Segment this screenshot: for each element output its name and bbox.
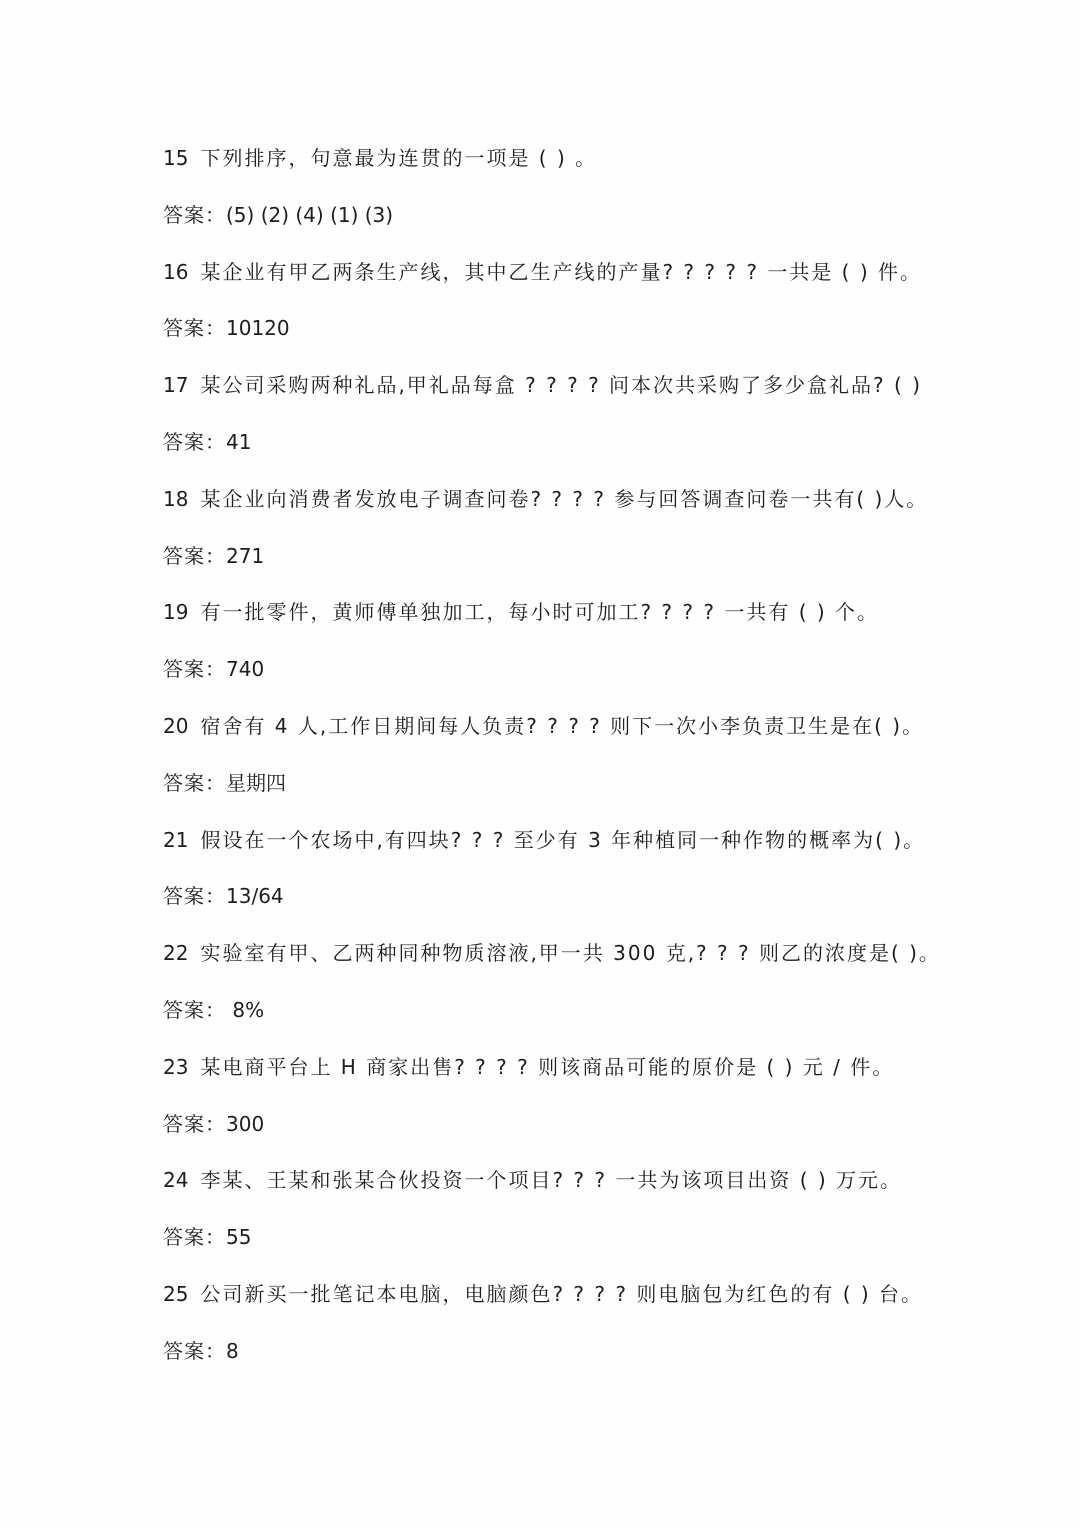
question-text: 某企业有甲乙两条生产线，其中乙生产线的产量? ? ? ? ? 一共是 ( ) 件。 — [200, 259, 922, 284]
answer-value: 41 — [226, 429, 252, 454]
question-number: 22 — [163, 941, 189, 966]
question-item — [163, 1274, 1023, 1388]
question-line — [163, 252, 1023, 309]
question-text: 宿舍有 4 人,工作日期间每人负责? ? ? ? 则下一次小李负责卫生是在( )。 — [200, 713, 925, 738]
question-number: 20 — [163, 713, 189, 738]
answer-value: 300 — [226, 1111, 265, 1136]
question-line — [163, 820, 1023, 877]
question-item — [163, 1047, 1023, 1161]
answer-line — [163, 1104, 1023, 1161]
answer-line — [163, 763, 1023, 820]
question-line — [163, 365, 1023, 422]
answer-label: 答案： — [163, 884, 226, 909]
answer-line — [163, 536, 1023, 593]
answer-value: 13/64 — [226, 884, 284, 909]
answer-line — [163, 1331, 1023, 1388]
question-text: 某公司采购两种礼品,甲礼品每盒 ? ? ? ? 问本次共采购了多少盒礼品? ( ) — [200, 373, 922, 398]
answer-value: 271 — [226, 543, 265, 568]
answer-label: 答案： — [163, 202, 226, 227]
question-item — [163, 592, 1023, 706]
answer-value: 星期四 — [226, 770, 286, 795]
question-number: 16 — [163, 259, 189, 284]
answer-label: 答案： — [163, 1225, 226, 1250]
answer-line — [163, 308, 1023, 365]
question-text: 有一批零件，黄师傅单独加工，每小时可加工? ? ? ? 一共有 ( ) 个。 — [200, 600, 880, 625]
answer-line — [163, 876, 1023, 933]
question-line — [163, 1047, 1023, 1104]
answer-value: 740 — [226, 657, 265, 682]
question-item — [163, 479, 1023, 593]
answer-value: 8% — [226, 997, 265, 1022]
answer-line — [163, 990, 1023, 1047]
answer-line — [163, 422, 1023, 479]
answer-value: 55 — [226, 1225, 252, 1250]
answer-label: 答案： — [163, 770, 226, 795]
answer-label: 答案： — [163, 316, 226, 341]
question-item — [163, 138, 1023, 252]
question-text: 某电商平台上 H 商家出售? ? ? ? 则该商品可能的原价是 ( ) 元 / 件。 — [200, 1054, 895, 1079]
question-number: 18 — [163, 486, 189, 511]
question-item — [163, 933, 1023, 1047]
answer-value: 8 — [226, 1338, 239, 1363]
question-text: 公司新买一批笔记本电脑，电脑颜色? ? ? ? 则电脑包为红色的有 ( ) 台。 — [200, 1281, 924, 1306]
question-text: 实验室有甲、乙两种同种物质溶液,甲一共 300 克,? ? ? 则乙的浓度是( )。 — [200, 941, 941, 966]
answer-label: 答案： — [163, 543, 226, 568]
question-number: 21 — [163, 827, 189, 852]
answer-line — [163, 649, 1023, 706]
question-item — [163, 252, 1023, 366]
question-item — [163, 820, 1023, 934]
answer-line — [163, 195, 1023, 252]
question-text: 下列排序，句意最为连贯的一项是 ( ) 。 — [200, 146, 598, 170]
question-text: 某企业向消费者发放电子调查问卷? ? ? ? 参与回答调查问卷一共有( )人。 — [200, 486, 929, 511]
question-line — [163, 138, 1023, 195]
question-number: 19 — [163, 600, 189, 625]
question-item — [163, 365, 1023, 479]
question-number: 15 — [163, 146, 189, 170]
answer-label: 答案： — [163, 657, 226, 682]
question-line — [163, 592, 1023, 649]
question-item — [163, 1160, 1023, 1274]
answer-label: 答案： — [163, 997, 226, 1022]
question-line — [163, 1274, 1023, 1331]
question-item — [163, 706, 1023, 820]
answer-label: 答案： — [163, 429, 226, 454]
question-number: 23 — [163, 1054, 189, 1079]
answer-label: 答案： — [163, 1111, 226, 1136]
question-text: 李某、王某和张某合伙投资一个项目? ? ? 一共为该项目出资 ( ) 万元。 — [200, 1168, 903, 1193]
question-line — [163, 1160, 1023, 1217]
question-list — [163, 138, 1023, 1388]
answer-line — [163, 1217, 1023, 1274]
answer-value: (5) (2) (4) (1) (3) — [226, 202, 394, 227]
answer-value: 10120 — [226, 316, 290, 341]
question-line — [163, 706, 1023, 763]
question-text: 假设在一个农场中,有四块? ? ? 至少有 3 年种植同一种作物的概率为( )。 — [200, 827, 926, 852]
question-line — [163, 933, 1023, 990]
question-number: 25 — [163, 1281, 189, 1306]
answer-label: 答案： — [163, 1338, 226, 1363]
question-line — [163, 479, 1023, 536]
question-number: 24 — [163, 1168, 189, 1193]
question-number: 17 — [163, 373, 189, 398]
